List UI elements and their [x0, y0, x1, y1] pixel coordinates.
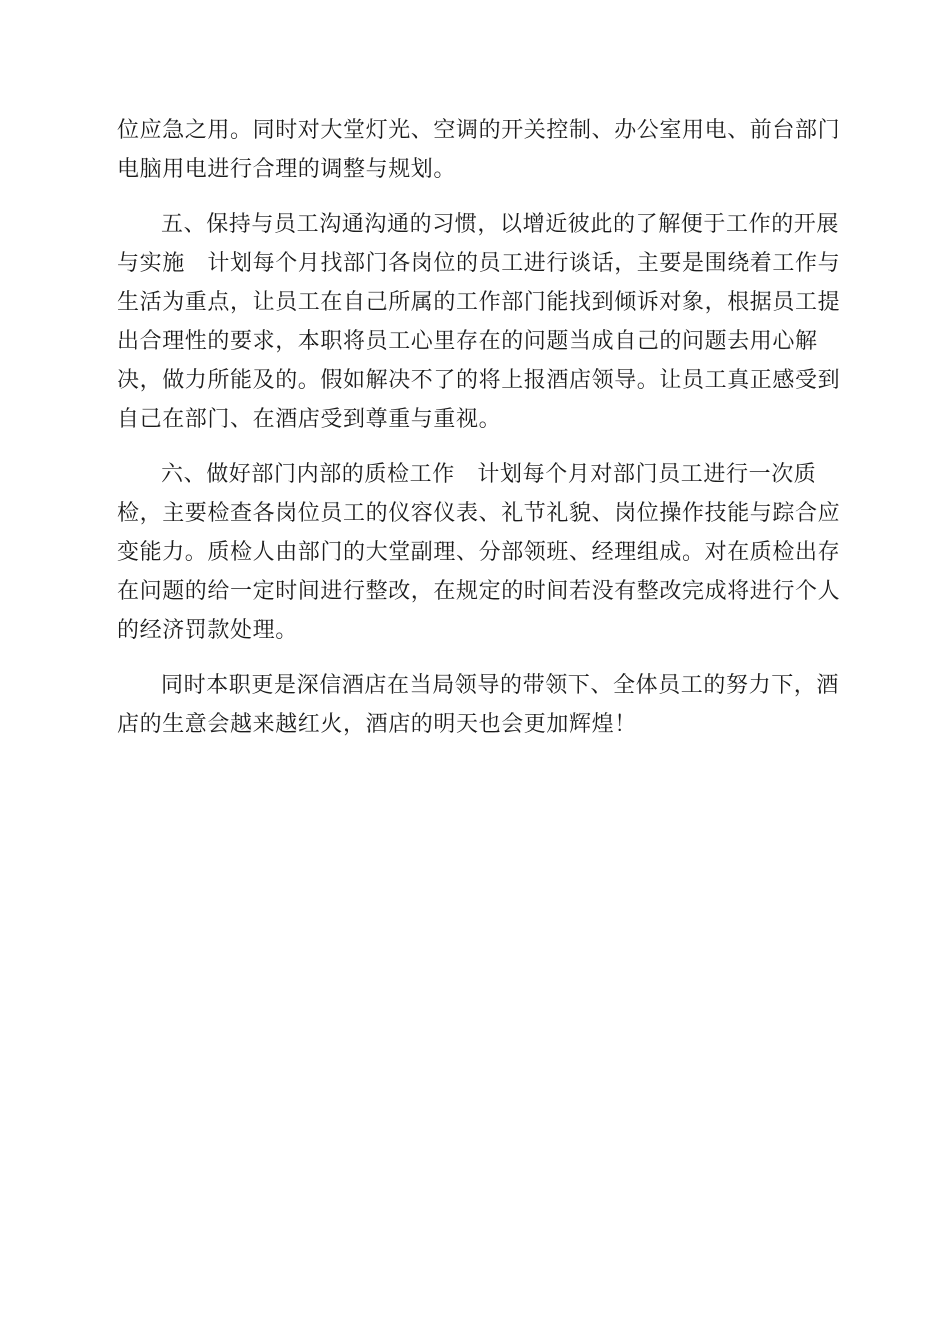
text-line: 决，做力所能及的。假如解决不了的将上报酒店领导。让员工真正感受到	[117, 368, 841, 393]
text-line: 店的生意会越来越红火，酒店的明天也会更加辉煌！	[117, 712, 637, 737]
text-line: 与实施 计划每个月找部门各岗位的员工进行谈话，主要是围绕着工作与	[117, 251, 841, 276]
text-line: 五、保持与员工沟通沟通的习惯，以增近彼此的了解便于工作的开展	[161, 212, 840, 237]
text-line: 生活为重点，让员工在自己所属的工作部门能找到倾诉对象，根据员工提	[117, 290, 841, 315]
text-line: 变能力。质检人由部门的大堂副理、分部领班、经理组成。对在质检出存	[117, 540, 841, 565]
text-line: 电脑用电进行合理的调整与规划。	[117, 157, 457, 182]
text-line: 的经济罚款处理。	[117, 618, 298, 643]
paragraph-five	[117, 205, 841, 439]
paragraph-closing	[117, 666, 840, 744]
text-line: 六、做好部门内部的质检工作 计划每个月对部门员工进行一次质	[161, 462, 817, 487]
document-body	[117, 111, 841, 744]
text-line: 位应急之用。同时对大堂灯光、空调的开关控制、办公室用电、前台部门	[117, 118, 841, 143]
text-line: 在问题的给一定时间进行整改，在规定的时间若没有整改完成将进行个人	[117, 579, 841, 604]
text-line: 检，主要检查各岗位员工的仪容仪表、礼节礼貌、岗位操作技能与踪合应	[117, 501, 841, 526]
paragraph-six	[117, 455, 841, 650]
paragraph-continuation	[117, 111, 841, 189]
text-line: 自己在部门、在酒店受到尊重与重视。	[117, 407, 502, 432]
text-line: 同时本职更是深信酒店在当局领导的带领下、全体员工的努力下，酒	[161, 673, 840, 698]
text-line: 出合理性的要求，本职将员工心里存在的问题当成自己的问题去用心解	[117, 329, 818, 354]
